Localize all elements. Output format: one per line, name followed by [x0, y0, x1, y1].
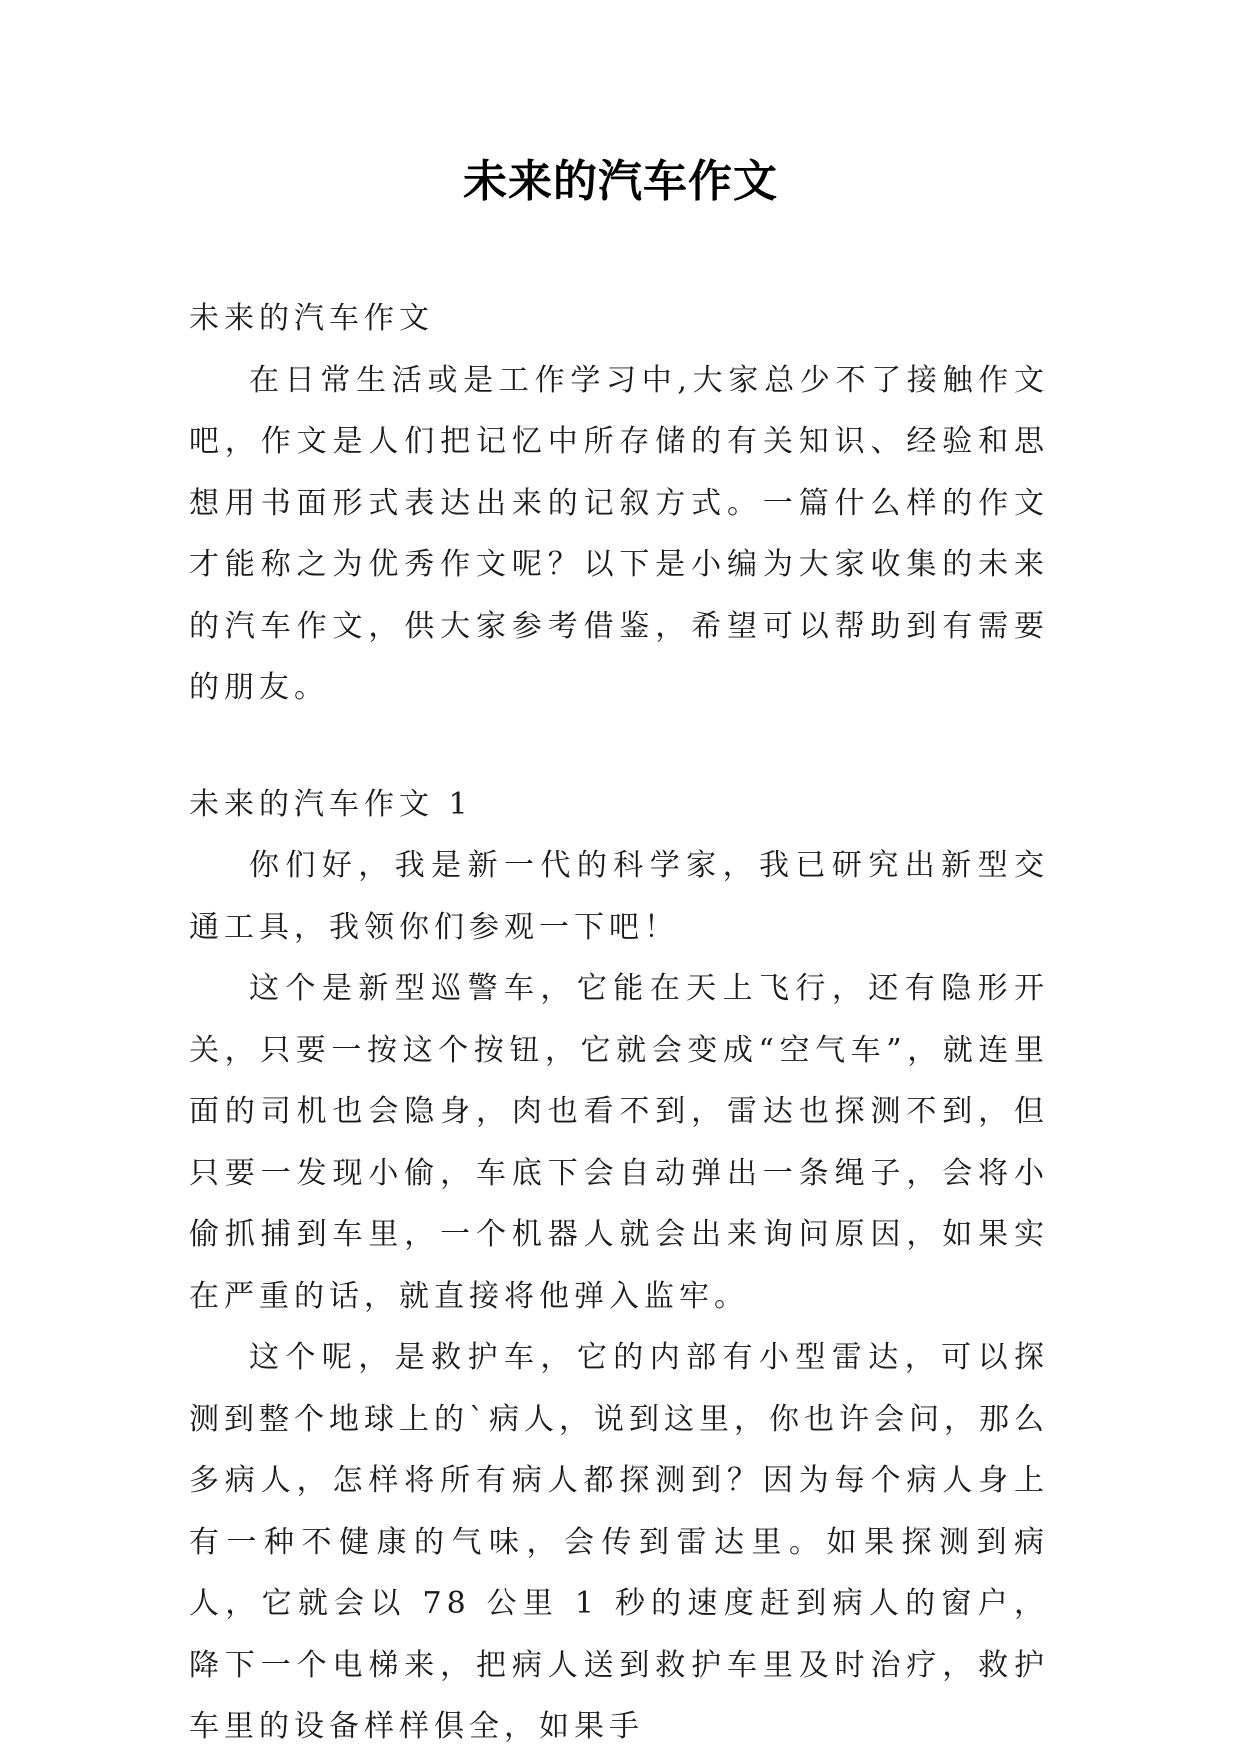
section-spacer: [189, 719, 1049, 774]
section-1-paragraph-2: 这个是新型巡警车，它能在天上飞行，还有隐形开关，只要一按这个按钮，它就会变成“空气车”，就连里面的司机也会隐身，肉也看不到，雷达也探测不到，但只要一发现小偷，车底下会自动弹出一条绳子，会将小偷抓捕到车里，一个机器人就会出来询问原因，如果实在严重的话，就直接将他弹入监牢。: [189, 971, 1049, 1314]
intro-heading: 未来的汽车作文: [189, 301, 434, 336]
document-body: [189, 288, 1049, 1758]
document-title: 未来的汽车作文: [463, 156, 778, 207]
section-1-paragraph-3: 这个呢，是救护车，它的内部有小型雷达，可以探测到整个地球上的`病人，说到这里，你也许会问，那么多病人，怎样将所有病人都探测到？因为每个病人身上有一种不健康的气味，会传到雷达里。如果探测到病人，它就会以 78 公里 1 秒的速度赶到病人的窗户，降下一个电梯来，把病人送到救护车里及时治疗，救护车里的设备样样俱全，如果手: [189, 1340, 1049, 1744]
intro-paragraph: 在日常生活或是工作学习中,大家总少不了接触作文吧，作文是人们把记忆中所存储的有关知识、经验和思想用书面形式表达出来的记叙方式。一篇什么样的作文才能称之为优秀作文呢？以下是小编为大家收集的未来的汽车作文，供大家参考借鉴，希望可以帮助到有需要的朋友。: [189, 362, 1049, 705]
section-1-paragraph-1: 你们好，我是新一代的科学家，我已研究出新型交通工具，我领你们参观一下吧！: [189, 848, 1049, 945]
section-1-heading: 未来的汽车作文 1: [189, 786, 473, 822]
